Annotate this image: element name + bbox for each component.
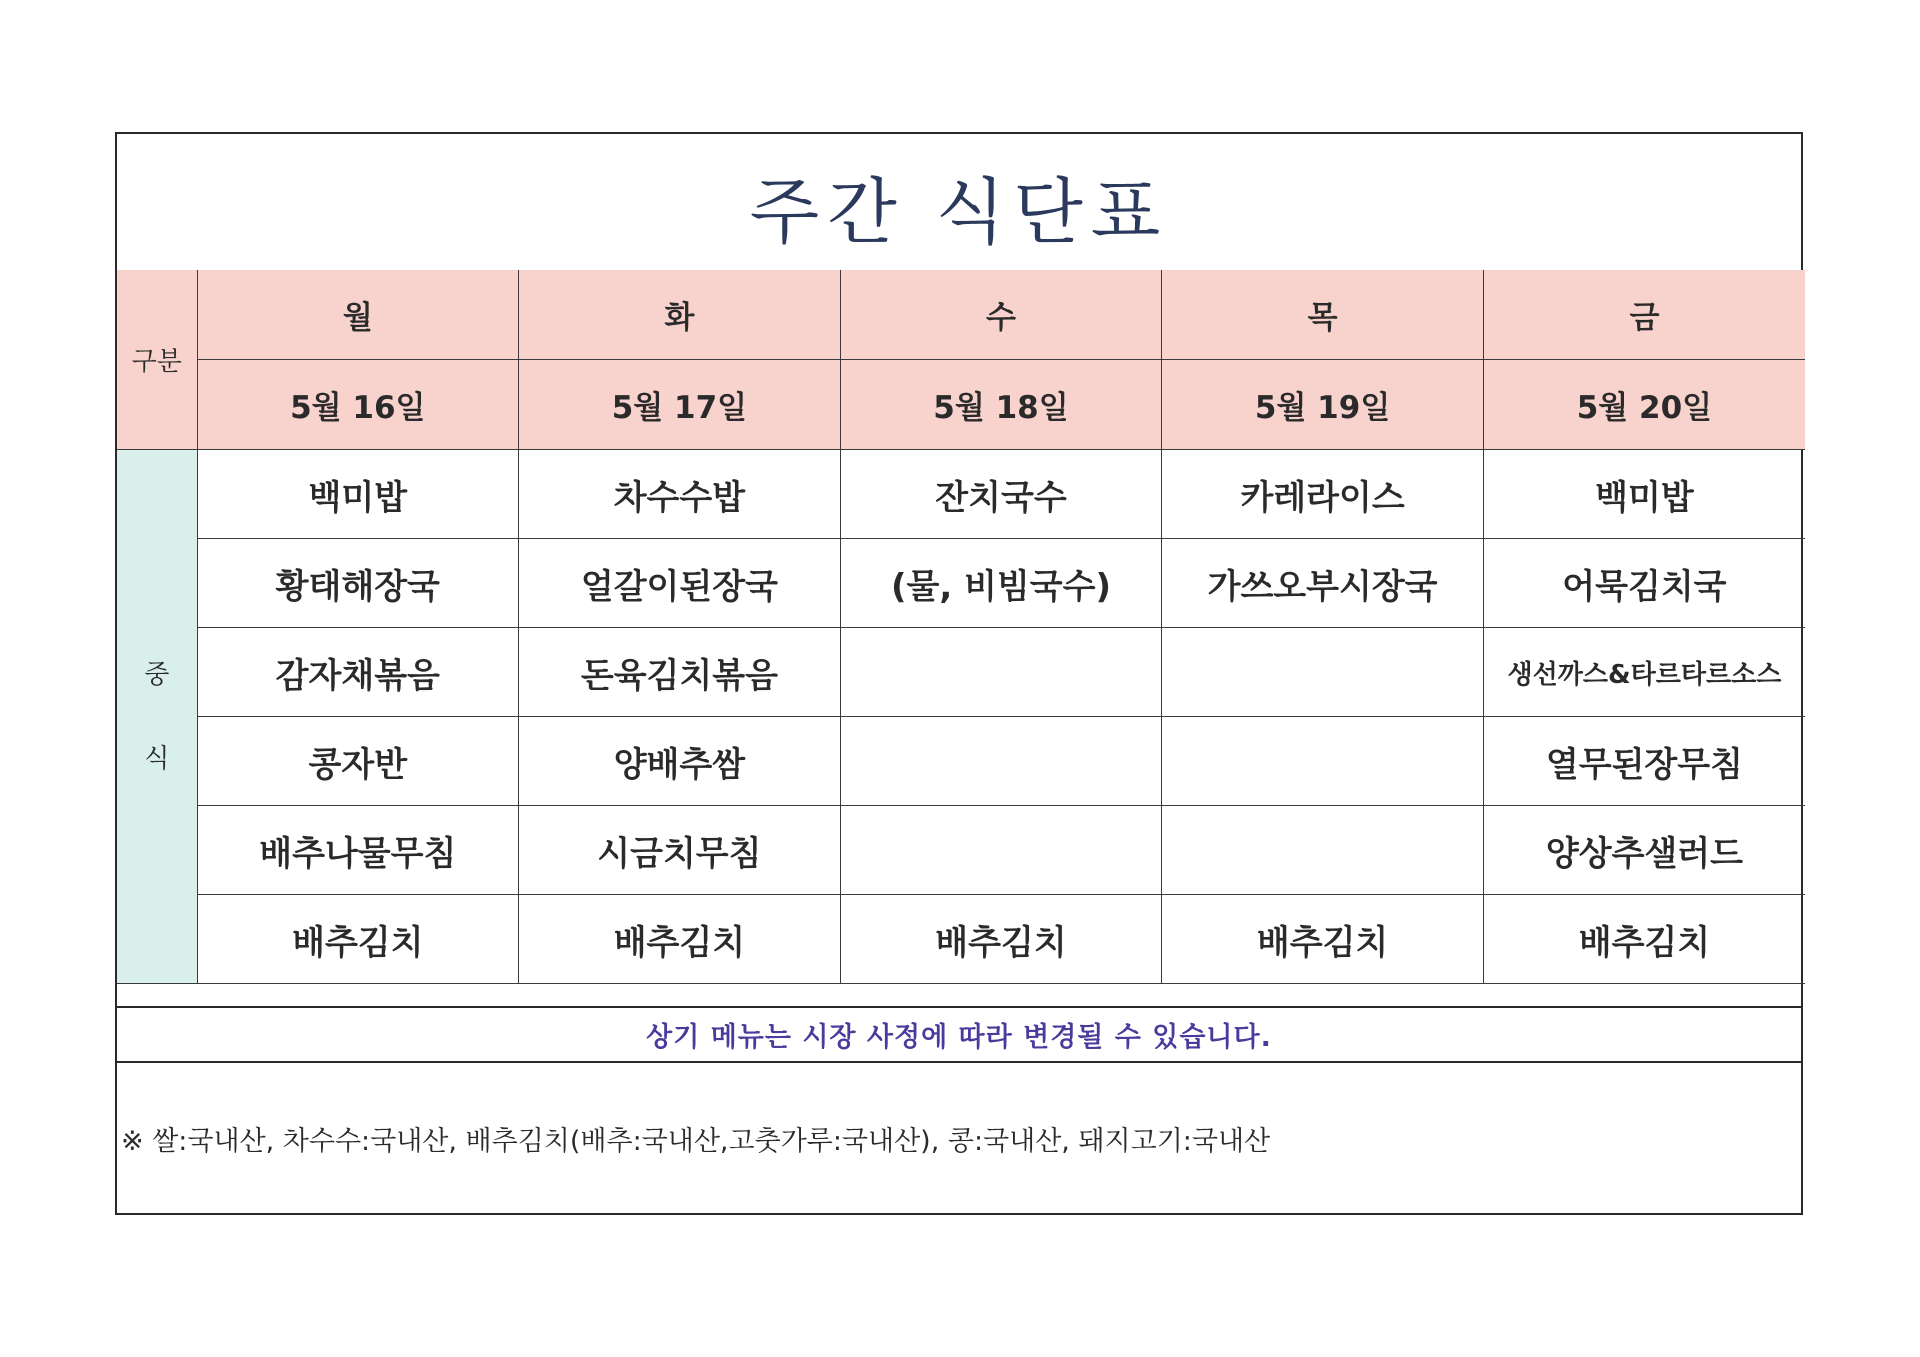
menu-cell: 배추김치 [197, 895, 519, 984]
menu-cell: 백미밥 [1483, 450, 1805, 539]
menu-cell: 잔치국수 [840, 450, 1162, 539]
menu-cell [840, 806, 1162, 895]
title-row [117, 134, 1801, 272]
menu-row [117, 628, 1805, 717]
day-header-thu: 목 [1162, 270, 1484, 360]
origin-text: ※ 쌀:국내산, 차수수:국내산, 배추김치(배추:국내산,고춧가루:국내산), 콩:국내산, 돼지고기:국내산 [121, 1125, 1271, 1157]
menu-cell: 배추나물무침 [197, 806, 519, 895]
menu-cell: 시금치무침 [519, 806, 841, 895]
menu-cell: 감자채볶음 [197, 628, 519, 717]
day-row [117, 270, 1805, 360]
day-header-tue: 화 [519, 270, 841, 360]
menu-cell: 황태해장국 [197, 539, 519, 628]
page-title: 주간 식단표 [749, 170, 1169, 254]
menu-sheet [115, 132, 1803, 1215]
menu-cell: (물, 비빔국수) [840, 539, 1162, 628]
menu-row [117, 806, 1805, 895]
date-header-tue: 5월 17일 [519, 360, 841, 450]
menu-cell: 얼갈이된장국 [519, 539, 841, 628]
menu-cell [840, 628, 1162, 717]
origin-row [117, 1063, 1801, 1213]
menu-cell: 돈육김치볶음 [519, 628, 841, 717]
date-row [117, 360, 1805, 450]
menu-row [117, 450, 1805, 539]
date-header-mon: 5월 16일 [197, 360, 519, 450]
meal-label-char-1: 중 [144, 659, 170, 690]
menu-cell: 배추김치 [1483, 895, 1805, 984]
menu-cell: 배추김치 [840, 895, 1162, 984]
menu-cell: 열무된장무침 [1483, 717, 1805, 806]
menu-cell: 백미밥 [197, 450, 519, 539]
menu-cell: 생선까스&타르타르소스 [1483, 628, 1805, 717]
menu-cell: 가쓰오부시장국 [1162, 539, 1484, 628]
notice-row [117, 1006, 1801, 1063]
menu-cell: 어묵김치국 [1483, 539, 1805, 628]
menu-cell: 차수수밥 [519, 450, 841, 539]
category-label: 구분 [117, 270, 197, 450]
date-header-fri: 5월 20일 [1483, 360, 1805, 450]
menu-cell: 양상추샐러드 [1483, 806, 1805, 895]
notice-text: 상기 메뉴는 시장 사정에 따라 변경될 수 있습니다. [646, 1022, 1272, 1053]
menu-row [117, 717, 1805, 806]
menu-cell [1162, 717, 1484, 806]
menu-cell: 콩자반 [197, 717, 519, 806]
day-header-mon: 월 [197, 270, 519, 360]
menu-row [117, 539, 1805, 628]
menu-table [117, 270, 1805, 984]
meal-label [117, 450, 197, 984]
meal-label-char-2: 식 [144, 743, 170, 774]
menu-cell: 카레라이스 [1162, 450, 1484, 539]
menu-cell: 배추김치 [1162, 895, 1484, 984]
date-header-thu: 5월 19일 [1162, 360, 1484, 450]
menu-cell: 배추김치 [519, 895, 841, 984]
menu-cell [840, 717, 1162, 806]
menu-cell [1162, 806, 1484, 895]
menu-cell: 양배추쌈 [519, 717, 841, 806]
day-header-wed: 수 [840, 270, 1162, 360]
date-header-wed: 5월 18일 [840, 360, 1162, 450]
menu-row [117, 895, 1805, 984]
menu-cell [1162, 628, 1484, 717]
day-header-fri: 금 [1483, 270, 1805, 360]
